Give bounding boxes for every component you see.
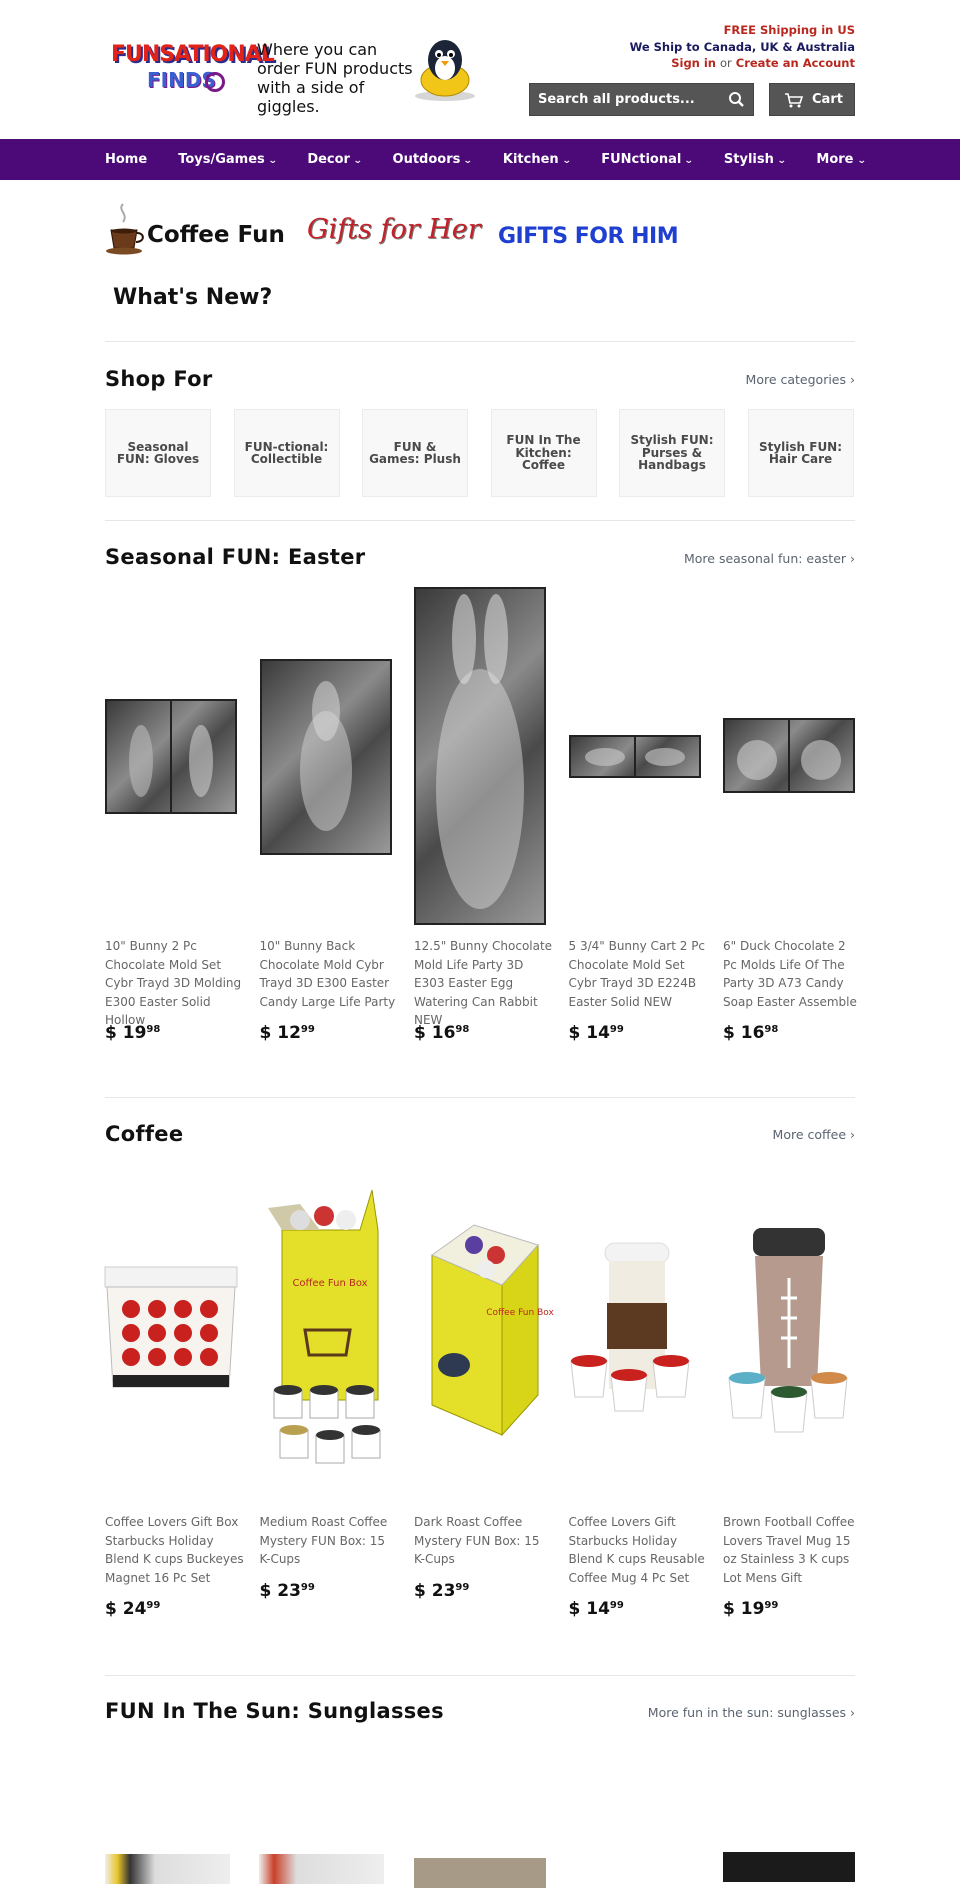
create-account-link[interactable]: Create an Account [735,56,855,70]
category-tile[interactable]: FUN-ctional: Collectible [234,409,340,497]
product-image[interactable] [105,1854,230,1884]
price-dollars: $ 14 [568,1599,610,1620]
product-price [260,1581,315,1601]
product-title[interactable]: Coffee Lovers Gift Box Starbucks Holiday Blend K cups Buckeyes Magnet 16 Pc Set [105,1515,244,1585]
product-price [723,1023,778,1043]
product-title[interactable]: Brown Football Coffee Lovers Travel Mug 15 oz Stainless 3 K cups Lot Mens Gift [723,1515,855,1585]
category-tile[interactable]: Stylish FUN: Purses & Handbags [619,409,725,497]
category-tile[interactable]: Seasonal FUN: Gloves [105,409,211,497]
more-categories-link[interactable]: More categories › [745,372,855,387]
chevron-down-icon: ⌄ [352,156,363,166]
product-price [414,1023,469,1043]
promo-banners [105,198,855,258]
nav-item-kitchen[interactable] [503,139,570,180]
logo-tagline: Where you can order FUN products with a side of giggles. [257,40,413,116]
product-card[interactable] [414,587,553,1067]
product-price [260,1023,315,1043]
product-image[interactable] [723,1852,855,1882]
nav-item-home[interactable] [105,139,147,180]
price-cents: 99 [609,1600,624,1612]
product-image[interactable] [723,718,855,793]
chevron-down-icon: ⌄ [776,156,787,166]
sign-in-link[interactable]: Sign in [671,56,716,70]
coffee-section-title: Coffee [105,1122,184,1146]
nav-item-label: FUNctional [601,152,682,167]
product-card[interactable] [259,587,396,1067]
svg-text:Coffee Fun Box: Coffee Fun Box [291,1278,368,1289]
price-cents: 98 [764,1024,779,1036]
cart-label: Cart [812,92,843,107]
product-title[interactable]: 6" Duck Chocolate 2 Pc Molds Life Of The Party 3D A73 Candy Soap Easter Assemble [723,939,857,1009]
product-image[interactable] [259,1854,384,1884]
nav-list [105,139,896,180]
easter-section-title: Seasonal FUN: Easter [105,545,366,569]
nav-item-toys-games[interactable] [178,139,276,180]
product-price [105,1023,160,1043]
gifts-for-her-banner[interactable]: Gifts for Her [307,214,481,245]
product-image[interactable] [105,699,237,814]
product-price [414,1581,469,1601]
account-links [630,55,855,72]
product-card[interactable] [105,1190,244,1650]
product-image[interactable] [260,659,392,855]
price-cents: 99 [300,1024,315,1036]
whats-new-banner[interactable]: What's New? [113,285,273,310]
price-cents: 99 [146,1600,161,1612]
price-cents: 98 [455,1024,470,1036]
cart-icon [784,93,804,108]
product-card[interactable] [568,1190,705,1650]
chevron-down-icon: ⌄ [463,156,474,166]
product-price [723,1599,778,1619]
chevron-down-icon: ⌄ [267,156,278,166]
product-image[interactable] [723,1228,855,1440]
nav-item-stylish[interactable] [724,139,786,180]
product-title[interactable]: 12.5" Bunny Chocolate Mold Life Party 3D E303 Easter Egg Watering Can Rabbit NEW [414,939,553,1028]
product-price [569,1023,624,1043]
nav-item-label: Toys/Games [178,152,265,167]
category-grid [105,409,855,497]
nav-item-decor[interactable] [307,139,361,180]
chevron-down-icon: ⌄ [856,156,867,166]
product-image[interactable] [569,735,701,778]
free-shipping-text: FREE Shipping in US [723,23,855,37]
coffee-fun-text: Coffee Fun [147,222,285,248]
logo-fun-text: FUNSATIONAL [111,42,274,67]
search-icon [720,84,753,115]
search-form [529,83,754,116]
price-dollars: $ 19 [105,1023,147,1044]
product-image[interactable] [414,1225,554,1440]
divider [105,341,855,342]
site-logo[interactable] [105,28,485,116]
international-shipping-text: We Ship to Canada, UK & Australia [629,39,855,54]
price-cents: 99 [764,1600,779,1612]
sunglasses-product-grid [105,1848,855,1875]
product-image[interactable] [105,1267,237,1397]
more-coffee-link[interactable]: More coffee › [772,1127,855,1142]
more-easter-link[interactable]: More seasonal fun: easter › [683,551,855,566]
price-dollars: $ 19 [723,1599,765,1620]
cart-button[interactable] [769,83,855,116]
price-cents: 99 [300,1581,315,1593]
product-title[interactable]: Medium Roast Coffee Mystery FUN Box: 15 K-Cups [259,1515,388,1567]
nav-item-more[interactable] [816,139,865,180]
price-dollars: $ 23 [414,1580,456,1601]
nav-item-label: Stylish [723,152,774,167]
nav-item-label: Kitchen [502,152,559,167]
divider [105,1097,855,1098]
product-card[interactable] [723,1190,855,1650]
category-tile[interactable]: Stylish FUN: Hair Care [748,409,854,497]
chevron-down-icon: ⌄ [684,156,695,166]
price-cents: 99 [455,1581,470,1593]
price-dollars: $ 12 [259,1023,301,1044]
main-nav [0,139,960,180]
coffee-product-grid [105,1190,855,1650]
price-cents: 98 [146,1024,161,1036]
gifts-for-him-banner[interactable]: GIFTS FOR HIM [498,224,679,249]
nav-item-label: Decor [307,152,350,167]
product-title[interactable]: Coffee Lovers Gift Starbucks Holiday Blend K cups Reusable Coffee Mug 4 Pc Set [568,1515,705,1585]
nav-item-functional[interactable] [601,139,693,180]
price-dollars: $ 16 [723,1023,765,1044]
price-dollars: $ 14 [568,1023,610,1044]
or-text: or [720,56,732,70]
logo-finds-text: FINDS [147,68,216,92]
product-title[interactable]: Dark Roast Coffee Mystery FUN Box: 15 K-Cups [414,1515,540,1567]
product-title[interactable]: 5 3/4" Bunny Cart 2 Pc Chocolate Mold Set Cybr Trayd 3D E224B Easter Solid NEW [568,939,706,1009]
price-dollars: $ 16 [414,1023,456,1044]
price-dollars: $ 23 [259,1580,301,1601]
price-cents: 99 [609,1024,624,1036]
product-image[interactable] [260,1190,392,1472]
nav-item-label: Outdoors [392,152,461,167]
easter-product-grid [105,587,855,1067]
coffee-cup-icon [105,200,147,258]
nav-item-label: More [816,152,854,167]
product-title[interactable]: 10" Bunny Back Chocolate Mold Cybr Trayd 3D E300 Easter Candy Large Life Party [259,939,396,1009]
nav-item-outdoors[interactable] [393,139,472,180]
site-header [0,0,960,139]
product-image[interactable] [569,1243,701,1419]
product-card[interactable] [414,1190,554,1650]
product-card[interactable] [105,587,242,1067]
search-input[interactable] [530,84,720,115]
divider [105,520,855,521]
product-image[interactable] [414,587,546,925]
price-dollars: $ 24 [105,1599,147,1620]
shop-for-title: Shop For [105,367,213,391]
divider [105,1675,855,1676]
penguin-icon [410,34,480,102]
chevron-down-icon: ⌄ [561,156,572,166]
category-tile[interactable]: FUN In The Kitchen: Coffee [491,409,597,497]
product-price [105,1599,160,1619]
category-tile[interactable]: FUN & Games: Plush [362,409,468,497]
more-sunglasses-link[interactable]: More fun in the sun: sunglasses › [647,1705,855,1720]
search-button[interactable] [720,84,753,115]
product-image[interactable] [414,1858,546,1888]
product-title[interactable]: 10" Bunny 2 Pc Chocolate Mold Set Cybr Trayd 3D Molding E300 Easter Solid Hollow [105,939,242,1028]
magnifier-icon [205,72,225,92]
product-card[interactable] [568,587,706,1067]
coffee-fun-banner[interactable] [105,200,285,258]
header-account-area [630,22,855,72]
product-card[interactable] [723,587,855,1067]
sunglasses-section-title: FUN In The Sun: Sunglasses [105,1699,444,1723]
nav-item-label: Home [105,152,148,167]
product-card[interactable] [260,1190,392,1650]
product-price [569,1599,624,1619]
svg-text:Coffee Fun Box: Coffee Fun Box [486,1308,554,1318]
